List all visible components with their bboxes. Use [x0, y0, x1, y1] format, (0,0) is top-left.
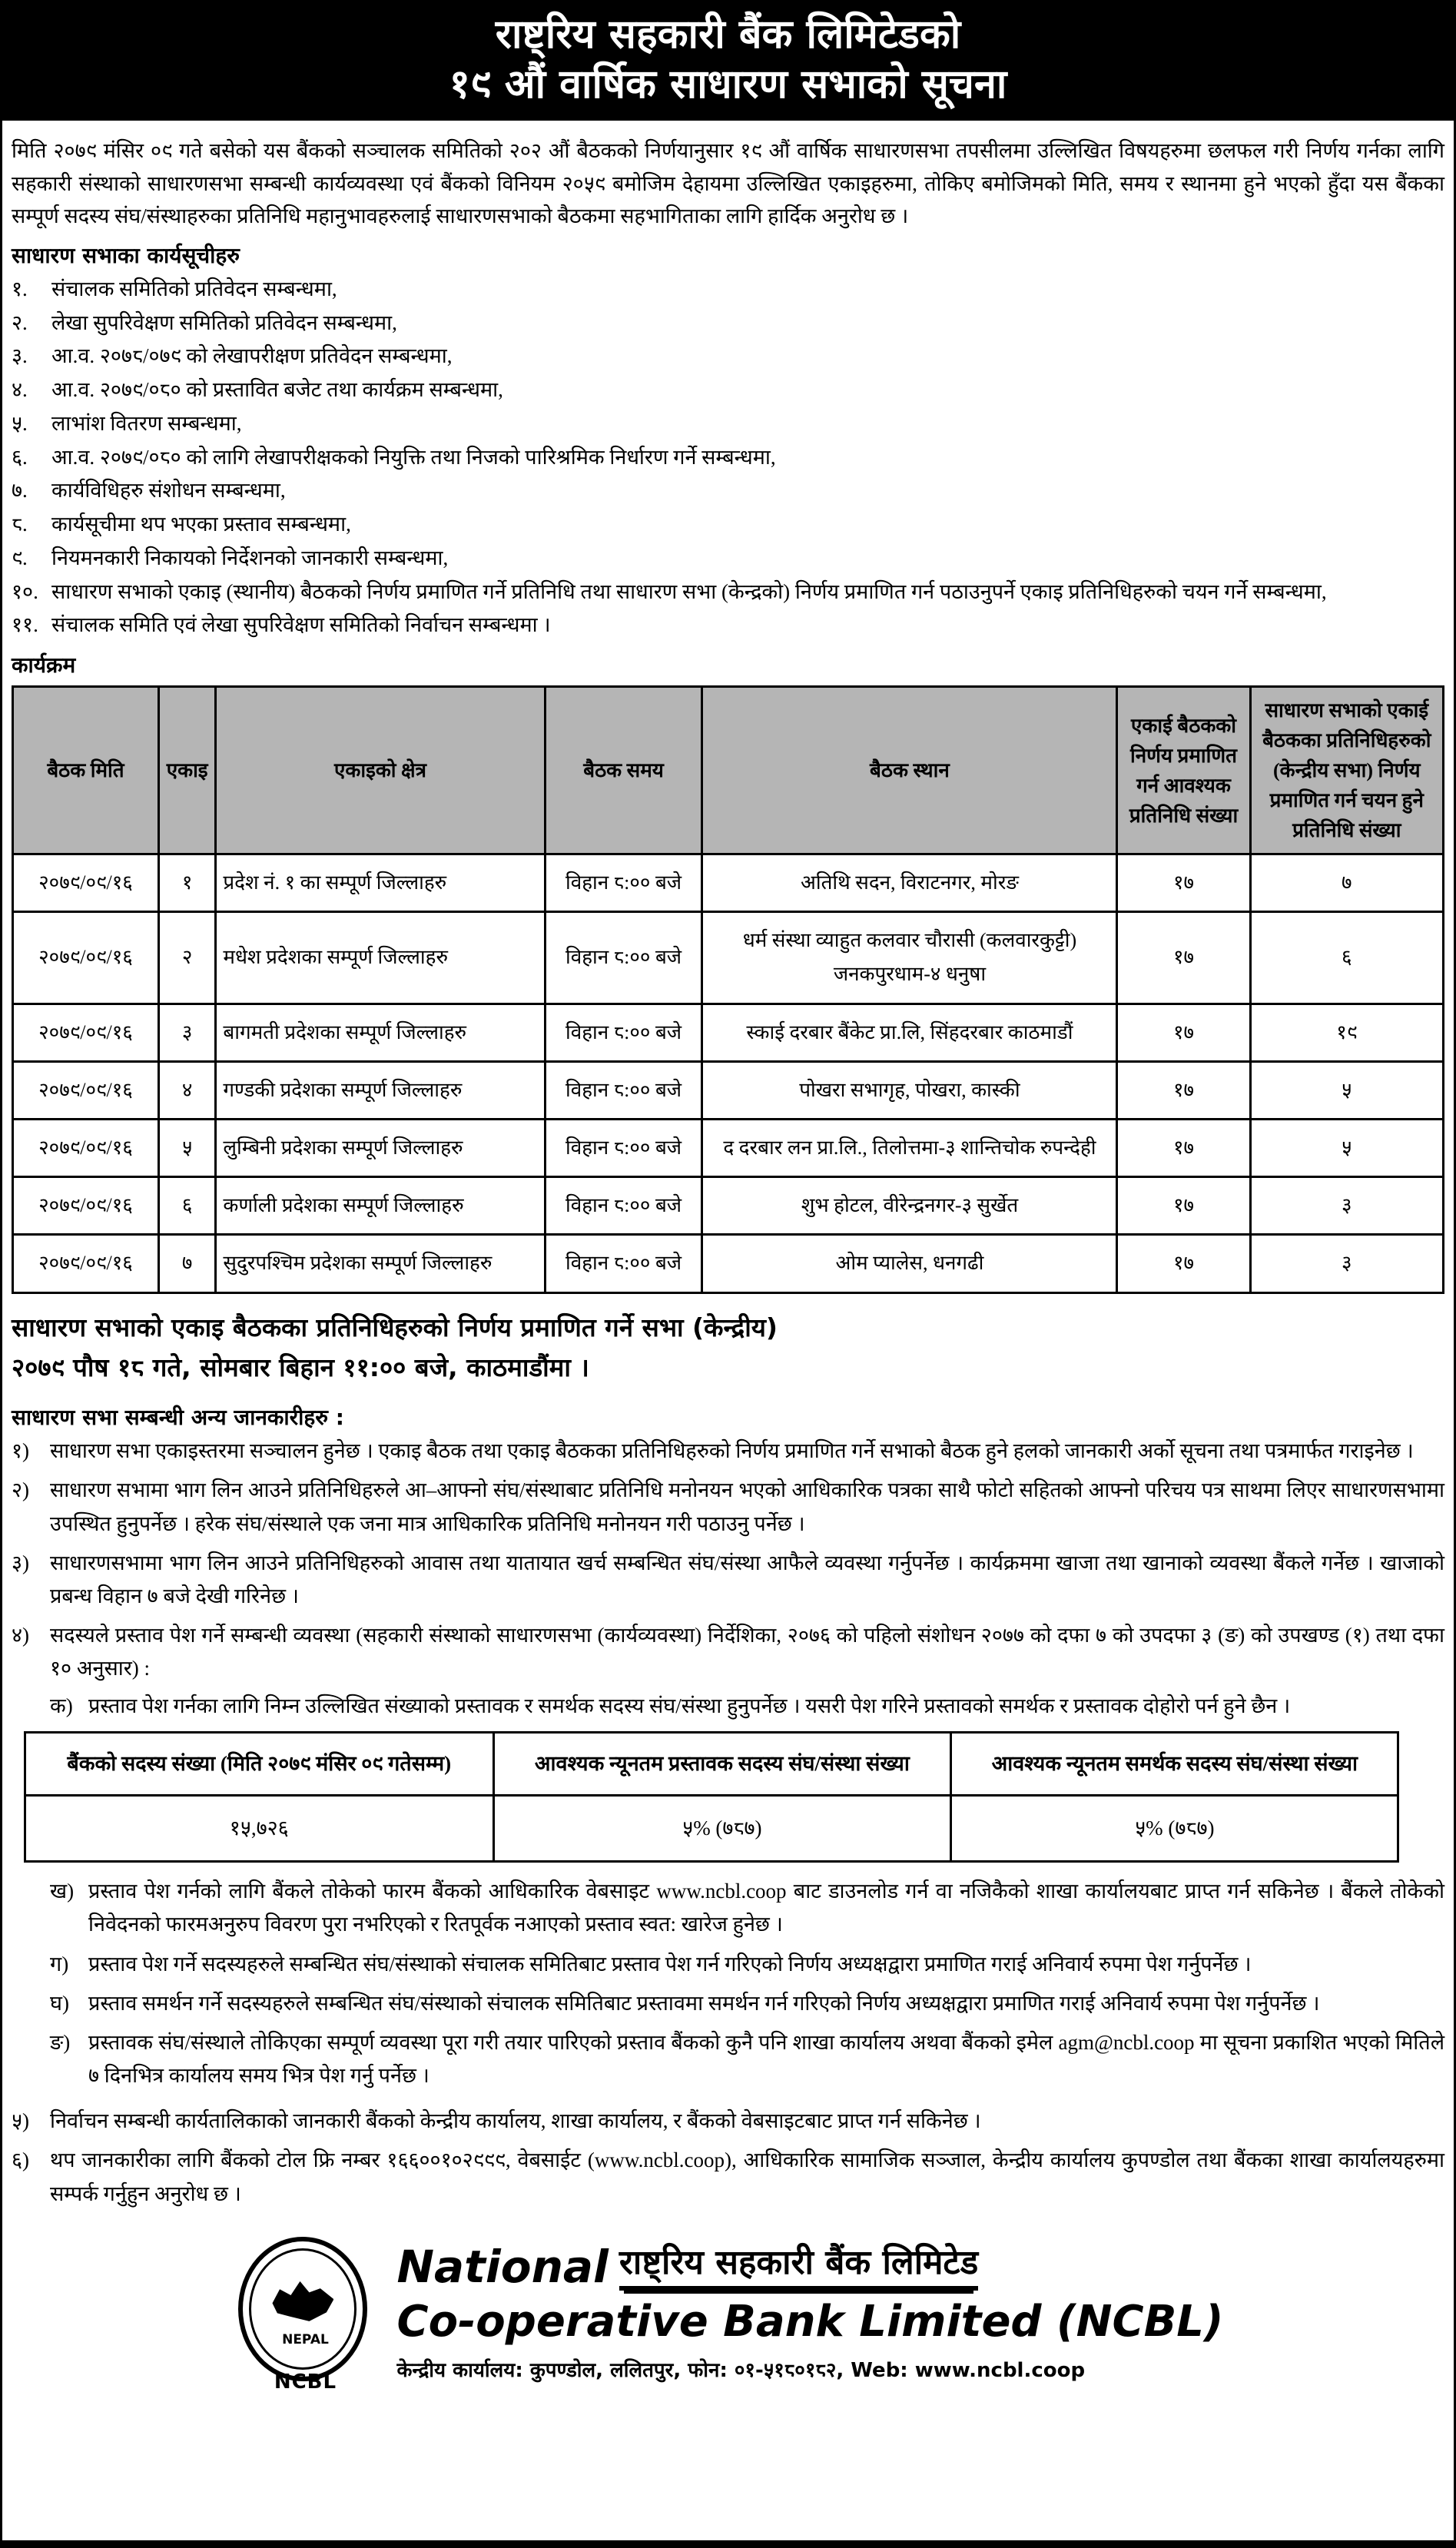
- agenda-heading: साधारण सभाका कार्यसूचीहरु: [12, 242, 240, 268]
- notice-title-banner: [2, 2, 1454, 121]
- program-table-cell: २०७९/०९/१६: [13, 1177, 159, 1235]
- program-table-cell: ३: [1250, 1177, 1443, 1235]
- program-table-row: [13, 1119, 1444, 1176]
- program-column-header: एकाइ: [158, 687, 215, 854]
- program-table-cell: २०७९/०९/१६: [13, 912, 159, 1004]
- info-item-3-text: साधारणसभामा भाग लिन आउने प्रतिनिधिहरुको आवास तथा यातायात खर्च सम्बन्धित संघ/संस्था आफैले व्यवस्था गर्नुपर्नेछ । कार्यक्रममा खाजा तथा खानाको व्यवस्था बैंकले गर्नेछ । खाजाको प्रबन्ध विहान ७ बजे देखी गरिनेछ ।: [50, 1551, 1444, 1607]
- agenda-item-marker: ५.: [12, 411, 28, 435]
- agenda-item-text: संचालक समितिको प्रतिवेदन सम्बन्धमा,: [51, 277, 337, 300]
- info-subitem-kha-text: प्रस्ताव पेश गर्नको लागि बैंकले तोकेको फारम बैंकको आधिकारिक वेबसाइट www.ncbl.coop बाट डाउनलोड गर्न वा नजिकैको शाखा कार्यालयबाट प्राप्त गर्न सकिनेछ । बैंकले तोकेको निवेदनको फारमअनुरुप विवरण पुरा नभरिएको र रितपूर्वक नआएको प्रस्ताव स्वत: खारेज हुनेछ ।: [88, 1879, 1444, 1936]
- program-table-cell: ६: [1250, 912, 1443, 1004]
- program-table-header-row: [13, 687, 1444, 854]
- agenda-item-marker: ७.: [12, 479, 28, 503]
- program-table-row: [13, 1177, 1444, 1235]
- program-table-cell: ३: [1250, 1235, 1443, 1292]
- proposal-table-cell: ५% (७८७): [493, 1795, 951, 1861]
- program-table-cell: कर्णाली प्रदेशका सम्पूर्ण जिल्लाहरु: [216, 1177, 545, 1235]
- proposal-column-header: आवश्यक न्यूनतम समर्थक सदस्य संघ/संस्था संख्या: [951, 1732, 1398, 1795]
- brand-nepali-name: राष्ट्रिय सहकारी बैंक लिमिटेड: [619, 2244, 978, 2291]
- program-table-cell: २०७९/०९/१६: [13, 854, 159, 912]
- brand-name-line: [396, 2241, 1223, 2294]
- program-table-cell: ओम प्यालेस, धनगढी: [702, 1235, 1117, 1292]
- agenda-item-marker: ११.: [12, 613, 38, 637]
- agenda-item-text: आ.व. २०७९/०८० को लागि लेखापरीक्षकको नियुक्ति तथा निजको पारिश्रमिक निर्धारण गर्ने सम्बन्धमा,: [51, 445, 776, 469]
- program-table-cell: १: [158, 854, 215, 912]
- program-column-header: बैठक समय: [545, 687, 702, 854]
- central-meeting-line1: साधारण सभाको एकाइ बैठकका प्रतिनिधिहरुको निर्णय प्रमाणित गर्ने सभा (केन्द्रीय): [12, 1312, 778, 1342]
- info-subitem-nga-text: प्रस्तावक संघ/संस्थाले तोकिएका सम्पूर्ण व्यवस्था पूरा गरी तयार पारिएको प्रस्ताव बैंकको कुनै पनि शाखा कार्यालय अथवा बैंकको इमेल agm@ncbl.coop मा सूचना प्रकाशित भएको मितिले ७ दिनभित्र कार्यालय समय भित्र पेश गर्नु पर्नेछ ।: [88, 2030, 1444, 2088]
- program-table-cell: २०७९/०९/१६: [13, 1004, 159, 1061]
- agenda-item-marker: ८.: [12, 513, 28, 536]
- program-table-row: [13, 854, 1444, 912]
- program-table-cell: १९: [1250, 1004, 1443, 1061]
- program-table-cell: द दरबार लन प्रा.लि., तिलोत्तमा-३ शान्तिचोक रुपन्देही: [702, 1119, 1117, 1176]
- agenda-item: [12, 373, 1444, 407]
- info-item-2-text: साधारण सभामा भाग लिन आउने प्रतिनिधिहरुले आ–आफ्नो संघ/संस्थाबाट प्रतिनिधि मनोनयन भएको आधिकारिक पत्रका साथै फोटो सहितको आफ्नो परिचय पत्र साथमा लिएर साधारणसभामा उपस्थित हुनुपर्नेछ । हरेक संघ/संस्थाले एक जना मात्र आधिकारिक प्रतिनिधि मनोनयन गरी पठाउनु पर्नेछ ।: [50, 1478, 1444, 1535]
- program-column-header: एकाई बैठकको निर्णय प्रमाणित गर्न आवश्यक प्रतिनिधि संख्या: [1117, 687, 1250, 854]
- program-table-cell: शुभ होटल, वीरेन्द्रनगर-३ सुर्खेत: [702, 1177, 1117, 1235]
- info-item-2: [12, 1474, 1444, 1540]
- program-table-cell: १७: [1117, 1004, 1250, 1061]
- brand-english-name: Co-operative Bank Limited (NCBL): [396, 2297, 1224, 2347]
- info-subitem-nga-marker: ङ): [50, 2030, 71, 2054]
- agenda-item-text: लेखा सुपरिवेक्षण समितिको प्रतिवेदन सम्बन्धमा,: [51, 310, 397, 334]
- proposal-column-header: बैंकको सदस्य संख्या (मिति २०७९ मंसिर ०९ गतेसम्म): [25, 1732, 494, 1795]
- agenda-item-marker: १.: [12, 277, 28, 300]
- program-table-cell: २०७९/०९/१६: [13, 1061, 159, 1119]
- program-column-header: एकाइको क्षेत्र: [216, 687, 545, 854]
- info-item-4-text: सदस्यले प्रस्ताव पेश गर्ने सम्बन्धी व्यवस्था (सहकारी संस्थाको साधारणसभा (कार्यव्यवस्था) निर्देशिका, २०७६ को पहिलो संशोधन २०७७ को दफा ७ को उपदफा ३ (ङ) को उपखण्ड (१) तथा दफा १० अनुसार) :: [50, 1624, 1444, 1680]
- agenda-item: [12, 307, 1444, 340]
- info-item-2-marker: २): [12, 1478, 30, 1502]
- proposal-column-header: आवश्यक न्यूनतम प्रस्तावक सदस्य संघ/संस्था संख्या: [493, 1732, 951, 1795]
- program-table-cell: १७: [1117, 1061, 1250, 1119]
- info-subitem-nga: [50, 2026, 1444, 2092]
- other-info-heading: साधारण सभा सम्बन्धी अन्य जानकारीहरु :: [12, 1405, 344, 1431]
- proposal-table-header-row: [25, 1732, 1398, 1795]
- info-item-6-text: थप जानकारीका लागि बैंकको टोल फ्रि नम्बर १६६००१०२९९९, वेबसाईट (www.ncbl.coop), आधिकारिक सामाजिक सञ्जाल, केन्द्रीय कार्यालय कुपण्डोल तथा बैंकका शाखा कार्यालयहरुमा सम्पर्क गर्नुहुन अनुरोध छ ।: [50, 2148, 1444, 2205]
- agenda-item-marker: १०.: [12, 579, 38, 603]
- program-table-cell: ३: [158, 1004, 215, 1061]
- program-table-cell: ७: [1250, 854, 1443, 912]
- agenda-item: [12, 508, 1444, 542]
- program-table-cell: विहान ८:०० बजे: [545, 1235, 702, 1292]
- bank-brand-text: [396, 2241, 1224, 2383]
- program-table-cell: १७: [1117, 1177, 1250, 1235]
- program-table-cell: लुम्बिनी प्रदेशका सम्पूर्ण जिल्लाहरु: [216, 1119, 545, 1176]
- bank-address-line: केन्द्रीय कार्यालय: कुपण्डोल, ललितपुर, फोन: ०१-५१८०१८२, Web: www.ncbl.coop: [396, 2359, 1086, 2383]
- proposal-requirements-table: [24, 1731, 1399, 1863]
- program-table-cell: १७: [1117, 854, 1250, 912]
- program-table-cell: विहान ८:०० बजे: [545, 1119, 702, 1176]
- central-meeting-line2: २०७९ पौष १८ गते, सोमबार बिहान ११:०० बजे, काठमाडौंमा ।: [12, 1352, 589, 1383]
- info-item-1-marker: १): [12, 1439, 30, 1463]
- program-table-cell: विहान ८:०० बजे: [545, 1177, 702, 1235]
- program-table-cell: स्काई दरबार बैंकेट प्रा.लि, सिंहदरबार काठमाडौं: [702, 1004, 1117, 1061]
- program-table-cell: ५: [1250, 1061, 1443, 1119]
- agm-notice-title: १९ औं वार्षिक साधारण सभाको सूचना: [449, 61, 1007, 108]
- program-table-row: [13, 1235, 1444, 1292]
- info-item-6: [12, 2144, 1444, 2210]
- info-subitem-ga-text: प्रस्ताव पेश गर्ने सदस्यहरुले सम्बन्धित संघ/संस्थाको संचालक समितिबाट प्रस्ताव पेश गर्न गरिएको निर्णय अध्यक्षद्वारा प्रमाणित गराई अनिवार्य रुपमा पेश गर्नुपर्नेछ ।: [88, 1952, 1252, 1976]
- info-item-4-sublist-continued: [50, 1875, 1444, 2092]
- program-table-row: [13, 1004, 1444, 1061]
- program-table-cell: १७: [1117, 1119, 1250, 1176]
- info-subitem-kha: [50, 1875, 1444, 1941]
- agenda-item-marker: ९.: [12, 546, 28, 569]
- agenda-list: [12, 273, 1444, 642]
- program-table-cell: प्रदेश नं. १ का सम्पूर्ण जिल्लाहरु: [216, 854, 545, 912]
- info-item-4-marker: ४): [12, 1624, 30, 1647]
- program-heading: कार्यक्रम: [12, 652, 76, 678]
- other-info-list: [12, 1435, 1444, 2211]
- agenda-item: [12, 273, 1444, 307]
- agenda-item: [12, 609, 1444, 642]
- brand-english-national: National: [396, 2241, 609, 2294]
- program-table-body: [13, 854, 1444, 1293]
- seal-ncbl-label: NCBL: [274, 2370, 337, 2394]
- info-subitem-ga-marker: ग): [50, 1952, 69, 1976]
- central-meeting-heading: [12, 1308, 1444, 1389]
- info-item-6-marker: ६): [12, 2148, 30, 2172]
- agenda-item-text: कार्यविधिहरु संशोधन सम्बन्धमा,: [51, 479, 286, 503]
- proposal-table-cell: ५% (७८७): [951, 1795, 1398, 1861]
- program-table-cell: २०७९/०९/१६: [13, 1235, 159, 1292]
- info-subitem-gha-text: प्रस्ताव समर्थन गर्ने सदस्यहरुले सम्बन्धित संघ/संस्थाको संचालक समितिबाट प्रस्तावमा समर्थन गर्न गरिएको निर्णय अध्यक्षद्वारा प्रमाणित गराई अनिवार्य रुपमा पेश गर्नुपर्नेछ ।: [88, 1991, 1320, 2015]
- info-subitem-ka-marker: क): [50, 1694, 73, 1718]
- program-table-cell: सुदुरपश्चिम प्रदेशका सम्पूर्ण जिल्लाहरु: [216, 1235, 545, 1292]
- program-table-cell: विहान ८:०० बजे: [545, 1004, 702, 1061]
- program-column-header: साधारण सभाको एकाई बैठकका प्रतिनिधिहरुको (केन्द्रीय सभा) निर्णय प्रमाणित गर्न चयन हुने प्रतिनिधि संख्या: [1250, 687, 1443, 854]
- program-table-cell: ७: [158, 1235, 215, 1292]
- info-item-4: [12, 1619, 1444, 2098]
- program-table-cell: २: [158, 912, 215, 1004]
- agenda-item: [12, 576, 1444, 609]
- program-table-cell: अतिथि सदन, विराटनगर, मोरङ: [702, 854, 1117, 912]
- agenda-item: [12, 542, 1444, 576]
- agenda-item: [12, 340, 1444, 373]
- info-item-5-marker: ५): [12, 2109, 30, 2133]
- info-subitem-ga: [50, 1948, 1444, 1981]
- agenda-item-marker: २.: [12, 310, 28, 334]
- program-table-cell: विहान ८:०० बजे: [545, 912, 702, 1004]
- agenda-item-text: साधारण सभाको एकाइ (स्थानीय) बैठकको निर्णय प्रमाणित गर्ने प्रतिनिधि तथा साधारण सभा (केन्द्रको) निर्णय प्रमाणित गर्न पठाउनुपर्ने एकाइ प्रतिनिधिहरुको चयन गर्ने सम्बन्धमा,: [51, 579, 1327, 603]
- program-table: [12, 685, 1444, 1294]
- ncbl-seal-logo: [232, 2234, 378, 2394]
- agenda-item: [12, 441, 1444, 475]
- agenda-item-marker: ४.: [12, 378, 28, 402]
- program-table-cell: १७: [1117, 912, 1250, 1004]
- info-item-1-text: साधारण सभा एकाइस्तरमा सञ्चालन हुनेछ । एकाइ बैठक तथा एकाइ बैठकका प्रतिनिधिहरुको निर्णय प्रमाणित गर्ने सभाको बैठक हुने हलको जानकारी अर्को सूचना तथा पत्रमार्फत गराइनेछ ।: [50, 1439, 1414, 1463]
- program-table-cell: पोखरा सभागृह, पोखरा, कास्की: [702, 1061, 1117, 1119]
- agenda-item-text: संचालक समिति एवं लेखा सुपरिवेक्षण समितिको निर्वाचन सम्बन्धमा ।: [51, 613, 551, 637]
- info-item-1: [12, 1435, 1444, 1468]
- seal-country-label: NEPAL: [282, 2331, 329, 2347]
- bank-name-title: राष्ट्रिय सहकारी बैंक लिमिटेडको: [495, 12, 961, 58]
- info-item-5-text: निर्वाचन सम्बन्धी कार्यतालिकाको जानकारी बैंकको केन्द्रीय कार्यालय, शाखा कार्यालय, र बैंकको वेबसाइटबाट प्राप्त गर्न सकिनेछ ।: [50, 2109, 981, 2133]
- program-table-cell: ५: [158, 1119, 215, 1176]
- program-table-cell: धर्म संस्था व्याहुत कलवार चौरासी (कलवारकुट्टी) जनकपुरधाम-४ धनुषा: [702, 912, 1117, 1004]
- agenda-item: [12, 407, 1444, 441]
- program-table-row: [13, 912, 1444, 1004]
- info-item-3-marker: ३): [12, 1551, 30, 1574]
- program-table-cell: गण्डकी प्रदेशका सम्पूर्ण जिल्लाहरु: [216, 1061, 545, 1119]
- info-subitem-kha-marker: ख): [50, 1879, 75, 1903]
- program-table-cell: ६: [158, 1177, 215, 1235]
- agenda-item-text: आ.व. २०७८/०७९ को लेखापरीक्षण प्रतिवेदन सम्बन्धमा,: [51, 344, 453, 368]
- info-item-4-sublist: [50, 1690, 1444, 1723]
- agenda-item-text: कार्यसूचीमा थप भएका प्रस्ताव सम्बन्धमा,: [51, 513, 351, 536]
- program-column-header: बैठक मिति: [13, 687, 159, 854]
- agenda-item-text: आ.व. २०७९/०८० को प्रस्तावित बजेट तथा कार्यक्रम सम्बन्धमा,: [51, 378, 503, 402]
- program-table-cell: विहान ८:०० बजे: [545, 854, 702, 912]
- program-table-row: [13, 1061, 1444, 1119]
- agenda-item-marker: ६.: [12, 445, 28, 469]
- info-subitem-ka: [50, 1690, 1444, 1723]
- intro-paragraph: मिति २०७९ मंसिर ०९ गते बसेको यस बैंकको सञ्चालक समितिको २०२ औं बैठकको निर्णयानुसार १९ औं वार्षिक साधारणसभा तपसीलमा उल्लिखित विषयहरुमा छलफल गरी निर्णय गर्नका लागि सहकारी संस्थाको साधारणसभा सम्बन्धी कार्यव्यवस्था एवं बैंकको विनियम २०५९ बमोजिम देहायमा उल्लिखित एकाइहरुमा, तोकिए बमोजिमको मिति, समय र स्थानमा हुने भएको हुँदा यस बैंकका सम्पूर्ण सदस्य संघ/संस्थाहरुका प्रतिनिधि महानुभावहरुलाई साधारणसभाको बैठकमा सहभागिताका लागि हार्दिक अनुरोध छ ।: [12, 139, 1444, 228]
- program-column-header: बैठक स्थान: [702, 687, 1117, 854]
- agenda-item-text: नियमनकारी निकायको निर्देशनको जानकारी सम्बन्धमा,: [51, 546, 449, 569]
- program-table-cell: बागमती प्रदेशका सम्पूर्ण जिल्लाहरु: [216, 1004, 545, 1061]
- info-item-3: [12, 1547, 1444, 1613]
- notice-body: [2, 121, 1454, 2394]
- proposal-table-cell: १५,७२६: [25, 1795, 494, 1861]
- info-subitem-gha: [50, 1987, 1444, 2020]
- proposal-table-value-row: [25, 1795, 1398, 1861]
- program-table-cell: १७: [1117, 1235, 1250, 1292]
- info-subitem-ka-text: प्रस्ताव पेश गर्नका लागि निम्न उल्लिखित संख्याको प्रस्तावक र समर्थक सदस्य संघ/संस्था हुनुपर्नेछ । यसरी पेश गरिने प्रस्तावको समर्थक र प्रस्तावक दोहोरो पर्न हुने छैन ।: [88, 1694, 1291, 1718]
- program-table-cell: ४: [158, 1061, 215, 1119]
- info-subitem-gha-marker: घ): [50, 1991, 69, 2015]
- program-table-cell: विहान ८:०० बजे: [545, 1061, 702, 1119]
- info-item-5: [12, 2105, 1444, 2138]
- program-table-cell: ५: [1250, 1119, 1443, 1176]
- program-table-cell: मधेश प्रदेशका सम्पूर्ण जिल्लाहरु: [216, 912, 545, 1004]
- agenda-item-text: लाभांश वितरण सम्बन्धमा,: [51, 411, 242, 435]
- agenda-item: [12, 474, 1444, 508]
- bank-footer-logo-block: [12, 2234, 1444, 2394]
- agenda-item-marker: ३.: [12, 344, 28, 368]
- program-table-cell: २०७९/०९/१६: [13, 1119, 159, 1176]
